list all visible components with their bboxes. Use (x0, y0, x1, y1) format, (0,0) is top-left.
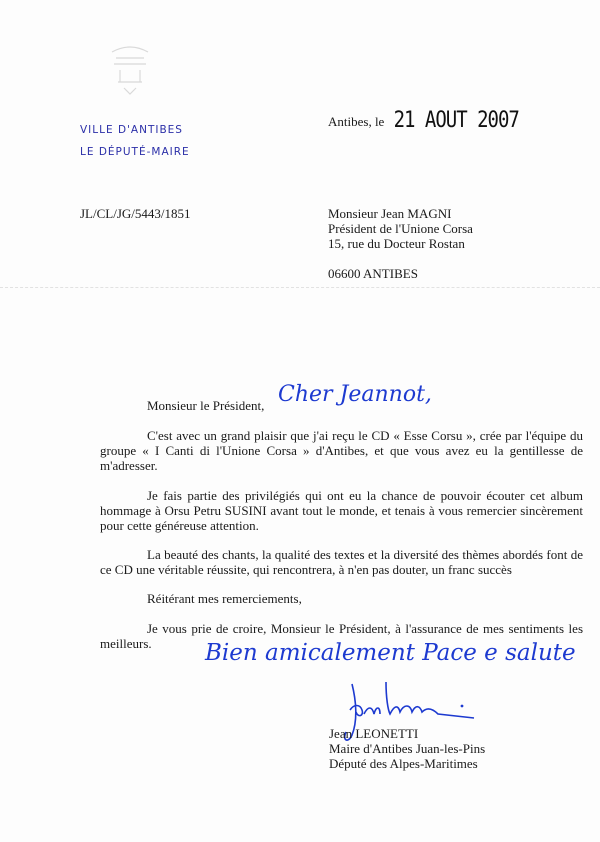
letterhead-title: LE DÉPUTÉ-MAIRE (80, 146, 190, 158)
body-paragraph-5: Je vous prie de croire, Monsieur le Président, à l'assurance de mes sentiments les meilleurs. (100, 621, 583, 651)
body-paragraph-1: C'est avec un grand plaisir que j'ai reçu le CD « Esse Corsu », crée par l'équipe du groupe « I Canti di l'Unione Corsa » d'Antibes, et que vous avez eu la gentillesse de m'adresser. (100, 428, 583, 473)
date-stamp: 21 AOUT 2007 (393, 107, 519, 133)
signatory-block (329, 726, 485, 771)
recipient-street: 15, rue du Docteur Rostan (328, 236, 465, 251)
date-line (328, 107, 519, 133)
recipient-city: 06600 ANTIBES (328, 266, 418, 281)
recipient-address (328, 206, 473, 281)
city-emblem-icon (108, 42, 152, 98)
body-paragraph-4: Réitérant mes remerciements, (147, 591, 302, 606)
body-paragraph-2: Je fais partie des privilégiés qui ont eu la chance de pouvoir écouter cet album hommage à Orsu Petru SUSINI avant tout le monde, et tenais à vous remercier sincèrement pour cette généreuse attention. (100, 488, 583, 533)
letterhead-city: VILLE D'ANTIBES (80, 124, 183, 136)
date-prefix: Antibes, le (328, 114, 385, 129)
recipient-title: Président de l'Unione Corsa (328, 221, 473, 236)
signatory-role-deputy: Député des Alpes-Maritimes (329, 756, 478, 771)
handwritten-greeting: Cher Jeannot, (278, 382, 432, 407)
body-paragraph-3: La beauté des chants, la qualité des textes et la diversité des thèmes abordés font de ce CD une véritable réussite, qui rencontrera, à n'en pas douter, un franc succès (100, 547, 583, 577)
salutation: Monsieur le Président, (147, 398, 265, 413)
recipient-name: Monsieur Jean MAGNI (328, 206, 452, 221)
handwritten-closing: Bien amicalement Pace e salute (205, 640, 576, 666)
signatory-name: Jean LEONETTI (329, 726, 419, 741)
fold-line (0, 287, 600, 288)
signatory-role-mayor: Maire d'Antibes Juan-les-Pins (329, 741, 486, 756)
reference-number: JL/CL/JG/5443/1851 (80, 206, 191, 221)
